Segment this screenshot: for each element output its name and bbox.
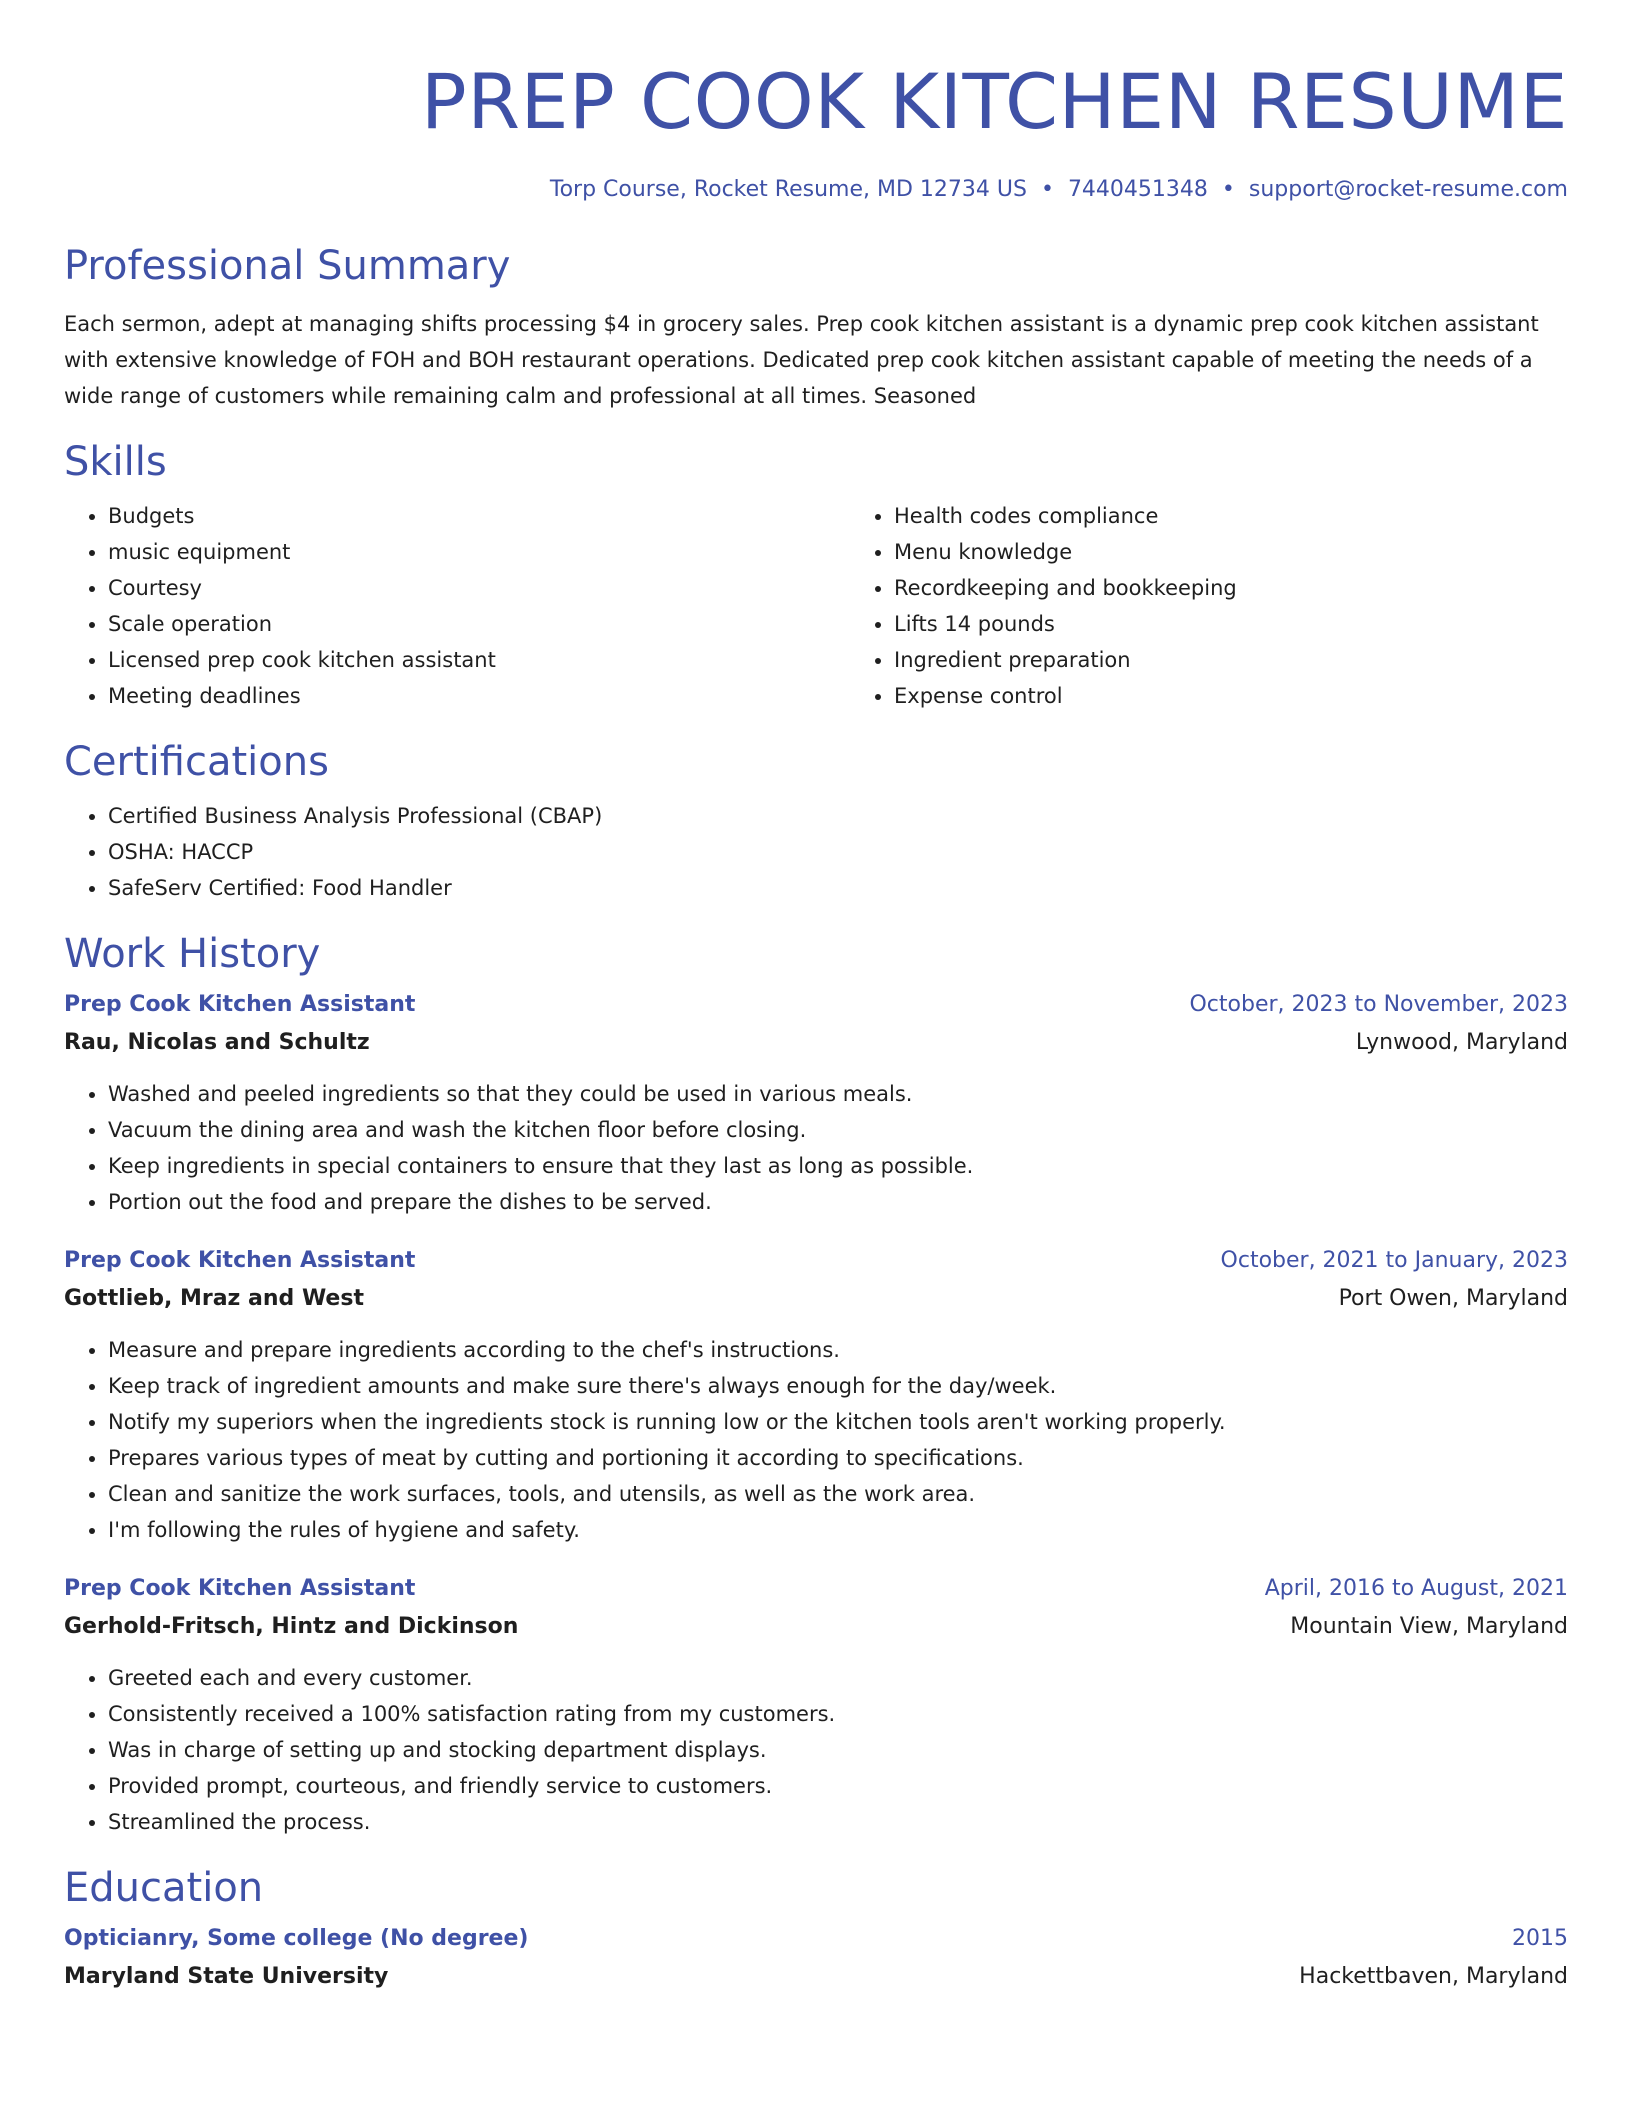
job-bullet: • Vacuum the dining area and wash the kitchen floor before closing. bbox=[108, 1112, 1568, 1148]
job-employer: Gerhold-Fritsch, Hintz and Dickinson bbox=[64, 1614, 519, 1639]
skill-item: • Lifts 14 pounds bbox=[894, 606, 1632, 642]
job-title: Prep Cook Kitchen Assistant bbox=[64, 992, 416, 1017]
job-employer: Gottlieb, Mraz and West bbox=[64, 1286, 364, 1311]
summary-text: Each sermon, adept at managing shifts processing $4 in grocery sales. Prep cook kitchen assistant is a dynamic prep cook kitchen assistant with extensive knowledge of FOH and BOH restaurant operations. Dedicated prep cook kitchen assistant capable of meeting the needs of a wide range of customers while remaining calm and professional at all times. Seasoned bbox=[64, 312, 1539, 408]
skills-list-right bbox=[850, 498, 1632, 714]
job-dates: October, 2023 to November, 2023 bbox=[1189, 992, 1568, 1017]
skill-item: • Ingredient preparation bbox=[894, 642, 1632, 678]
contact-address: Torp Course, Rocket Resume, MD 12734 US bbox=[549, 177, 1027, 202]
job-location: Mountain View, Maryland bbox=[1290, 1614, 1568, 1639]
job-bullet: • Clean and sanitize the work surfaces, tools, and utensils, as well as the work area. bbox=[108, 1476, 1568, 1512]
education-degree: Opticianry, Some college (No degree) bbox=[64, 1926, 529, 1951]
education-location: Hackettbaven, Maryland bbox=[1299, 1964, 1568, 1989]
job-bullets bbox=[64, 1332, 1568, 1548]
education-school: Maryland State University bbox=[64, 1964, 389, 1989]
skill-item: • Courtesy bbox=[108, 570, 850, 606]
certifications-list bbox=[64, 798, 1568, 906]
certification-item: • SafeServ Certified: Food Handler bbox=[108, 870, 1568, 906]
resume-name: PREP COOK KITCHEN RESUME bbox=[420, 57, 1568, 146]
job-bullet: • Washed and peeled ingredients so that they could be used in various meals. bbox=[108, 1076, 1568, 1112]
job-bullet: • Measure and prepare ingredients according to the chef's instructions. bbox=[108, 1332, 1568, 1368]
job-title: Prep Cook Kitchen Assistant bbox=[64, 1576, 416, 1601]
skill-item: • Budgets bbox=[108, 498, 850, 534]
job-bullet: • Portion out the food and prepare the dishes to be served. bbox=[108, 1184, 1568, 1220]
job-entry bbox=[64, 1242, 1568, 1548]
job-bullet: • Was in charge of setting up and stocking department displays. bbox=[108, 1732, 1568, 1768]
education-header bbox=[64, 1920, 1568, 1958]
job-bullet: • Keep track of ingredient amounts and make sure there's always enough for the day/week. bbox=[108, 1368, 1568, 1404]
job-subheader bbox=[64, 1280, 1568, 1318]
job-location: Lynwood, Maryland bbox=[1355, 1030, 1568, 1055]
job-bullet: • Prepares various types of meat by cutting and portioning it according to specifications. bbox=[108, 1440, 1568, 1476]
job-entry bbox=[64, 986, 1568, 1220]
job-location: Port Owen, Maryland bbox=[1338, 1286, 1568, 1311]
contact-separator: • bbox=[1221, 177, 1235, 202]
job-bullet: • Consistently received a 100% satisfaction rating from my customers. bbox=[108, 1696, 1568, 1732]
job-dates: April, 2016 to August, 2021 bbox=[1264, 1576, 1568, 1601]
job-bullet: • Notify my superiors when the ingredients stock is running low or the kitchen tools aren't working properly. bbox=[108, 1404, 1568, 1440]
resume-header bbox=[64, 50, 1568, 206]
certifications-heading: Certifications bbox=[64, 739, 329, 785]
certifications-section bbox=[64, 736, 1568, 906]
certification-item: • Certified Business Analysis Professional (CBAP) bbox=[108, 798, 1568, 834]
skill-item: • Scale operation bbox=[108, 606, 850, 642]
education-entry bbox=[64, 1920, 1568, 1996]
job-subheader bbox=[64, 1608, 1568, 1646]
contact-separator: • bbox=[1040, 177, 1054, 202]
contact-email: support@rocket-resume.com bbox=[1248, 177, 1568, 202]
education-heading: Education bbox=[64, 1865, 264, 1911]
job-bullets bbox=[64, 1076, 1568, 1220]
contact-line bbox=[64, 174, 1568, 206]
education-subheader bbox=[64, 1958, 1568, 1996]
job-header bbox=[64, 986, 1568, 1024]
job-entry bbox=[64, 1570, 1568, 1840]
job-bullet: • Provided prompt, courteous, and friendly service to customers. bbox=[108, 1768, 1568, 1804]
summary-section bbox=[64, 240, 1568, 414]
skill-item: • Expense control bbox=[894, 678, 1632, 714]
job-bullet: • Keep ingredients in special containers to ensure that they last as long as possible. bbox=[108, 1148, 1568, 1184]
job-header bbox=[64, 1570, 1568, 1608]
job-dates: October, 2021 to January, 2023 bbox=[1220, 1248, 1568, 1273]
contact-phone: 7440451348 bbox=[1067, 177, 1208, 202]
skills-list-left bbox=[64, 498, 850, 714]
work-history-section bbox=[64, 928, 1568, 1840]
job-employer: Rau, Nicolas and Schultz bbox=[64, 1030, 370, 1055]
education-section bbox=[64, 1862, 1568, 1996]
education-year: 2015 bbox=[1512, 1926, 1568, 1951]
skill-item: • Menu knowledge bbox=[894, 534, 1632, 570]
skill-item: • Licensed prep cook kitchen assistant bbox=[108, 642, 850, 678]
skills-section bbox=[64, 436, 1568, 714]
skills-heading: Skills bbox=[64, 439, 167, 485]
job-bullet: • I'm following the rules of hygiene and safety. bbox=[108, 1512, 1568, 1548]
job-title: Prep Cook Kitchen Assistant bbox=[64, 1248, 416, 1273]
certification-item: • OSHA: HACCP bbox=[108, 834, 1568, 870]
job-header bbox=[64, 1242, 1568, 1280]
summary-heading: Professional Summary bbox=[64, 243, 511, 289]
skill-item: • music equipment bbox=[108, 534, 850, 570]
job-bullet: • Greeted each and every customer. bbox=[108, 1660, 1568, 1696]
skills-columns bbox=[64, 498, 1568, 714]
skill-item: • Recordkeeping and bookkeeping bbox=[894, 570, 1632, 606]
work-history-heading: Work History bbox=[64, 931, 321, 977]
job-subheader bbox=[64, 1024, 1568, 1062]
skill-item: • Health codes compliance bbox=[894, 498, 1632, 534]
job-bullets bbox=[64, 1660, 1568, 1840]
skill-item: • Meeting deadlines bbox=[108, 678, 850, 714]
job-bullet: • Streamlined the process. bbox=[108, 1804, 1568, 1840]
